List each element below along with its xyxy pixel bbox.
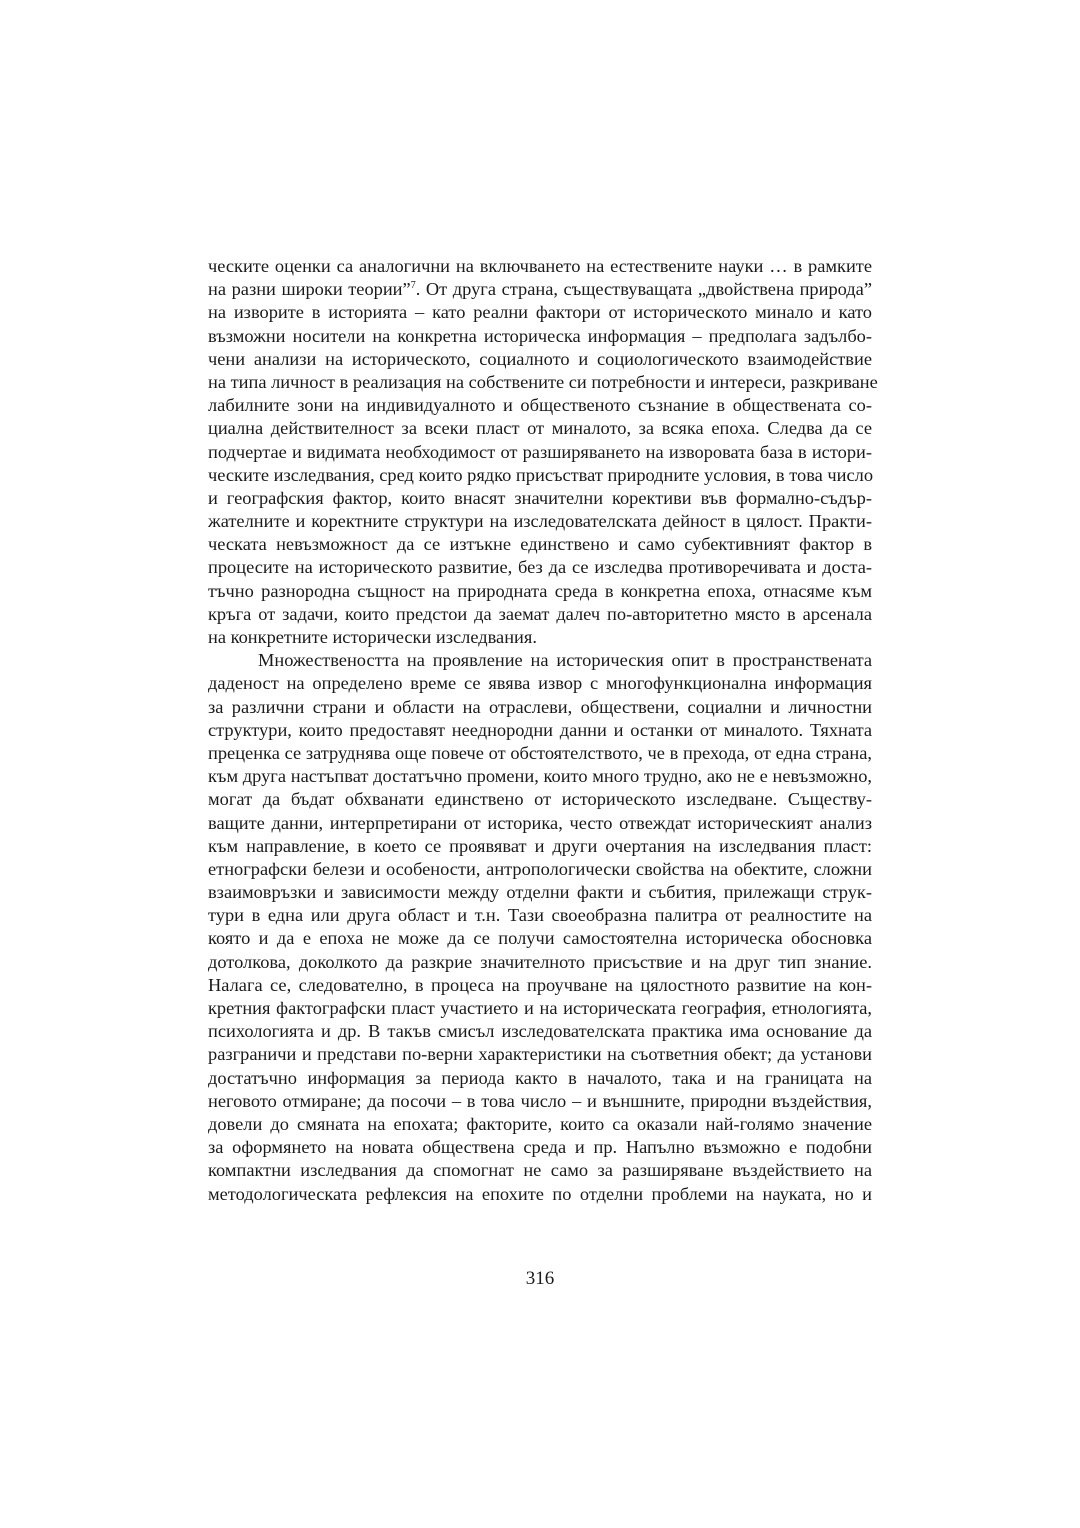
text-fragment: на разни широки теории” [208,279,411,300]
text-line: кръга от задачи, които предстои да заемат далеч по-авторитетно място в арсенала [208,603,872,624]
text-fragment: . От друга страна, съществуващата „двойствена природа” [415,279,872,300]
text-line: тури в една или друга област и т.н. Тази своеобразна палитра от реалностите на [208,905,872,926]
text-line: чени анализи на историческото, социалното и социологическото взаимодействие [208,348,872,369]
text-line: Налага се, следователно, в процеса на проучване на цялостното развитие на кон- [208,974,872,995]
text-line: структури, които предоставят нееднородни данни и останки от миналото. Тяхната [208,719,872,740]
text-line: ческата невъзможност да се изтъкне единствено и само субективният фактор в [208,534,872,555]
text-line: тъчно разнородна същност на природната среда в конкретна епоха, отнасяме към [208,580,872,601]
text-line: за различни страни и области на отраслеви, обществени, социални и личностни [208,696,872,717]
text-line: към друга настъпват достатъчно промени, които много трудно, ако не е невъзможно, [208,766,872,787]
text-line: могат да бъдат обхванати единствено от историческото изследване. Съществу- [208,789,872,810]
text-line: етнографски белези и особености, антропологически свойства на обектите, сложни [208,858,872,879]
text-line: лабилните зони на индивидуалното и общественото съзнание в обществената со- [208,395,872,416]
text-line: неговото отмиране; да посочи – в това число – и външните, природни въздействия, [208,1090,872,1111]
text-line: достатъчно информация за периода както в началото, така и на границата на [208,1067,872,1088]
text-line: даденост на определено време се явява извор с многофункционална информация [208,673,872,694]
text-line: процесите на историческото развитие, без да се изследва противоречивата и доста- [208,557,872,578]
text-line: за оформянето на новата обществена среда и пр. Напълно възможно е подобни [208,1137,872,1158]
text-line: подчертае и видимата необходимост от разширяването на изворовата база в истори- [208,441,872,462]
text-line: довели до смяната на епохата; факторите, които са оказали най-голямо значение [208,1113,872,1134]
paragraph-1 [208,255,878,649]
text-line: на изворите в историята – като реални фактори от историческото минало и като [208,302,872,323]
text-line: жателните и коректните структури на изследователската дейност в цялост. Практи- [208,511,872,532]
text-line: ческите изследвания, сред които рядко присъстват природните условия, в това число [208,464,874,485]
footnote-ref: 7 [410,280,416,292]
text-line: ващите данни, интерпретирани от историка, често отвеждат историческият анализ [208,812,872,833]
paragraph-2 [208,649,872,1206]
text-line: към направление, в което се проявяват и други очертания на изследвания пласт: [208,835,872,856]
text-line: дотолкова, доколкото да разкрие значителното присъствие и на друг тип знание. [208,951,872,972]
text-line: ческите оценки са аналогични на включването на естествените науки … в рамките [208,256,872,276]
page-number: 316 [525,1268,555,1289]
text-line: на конкретните исторически изследвания. [208,627,537,647]
text-line [208,278,872,301]
text-line: компактни изследвания да спомогнат не само за разширяване въздействието на [208,1160,872,1181]
text-line: на типа личност в реализация на собствените си потребности и интереси, разкриване [208,371,878,392]
text-line: взаимовръзки и зависимости между отделни факти и събития, прилежащи струк- [208,882,872,903]
text-line: методологическата рефлексия на епохите по отделни проблеми на науката, но и [208,1183,872,1204]
text-line: която и да е епоха не може да се получи самостоятелна историческа обосновка [208,928,872,949]
text-line: психологията и др. В такъв смисъл изследователската практика има основание да [208,1021,872,1042]
text-line: възможни носители на конкретна историческа информация – предполага задълбо- [208,325,872,346]
text-line: циална действителност за всеки пласт от миналото, за всяка епоха. Следва да се [208,418,872,439]
text-line: разграничи и представи по-верни характеристики на съответния обект; да установи [208,1044,872,1065]
text-line: кретния фактографски пласт участието и на историческата география, етнологията, [208,998,872,1018]
text-line: и географския фактор, които внасят значителни корективи във формално-съдър- [208,487,872,508]
body-text [208,255,878,1206]
text-line: Множествеността на проявление на историческия опит в пространствената [258,650,872,671]
text-line: преценка се затруднява още повече от обстоятелството, че в прехода, от една страна, [208,742,872,763]
